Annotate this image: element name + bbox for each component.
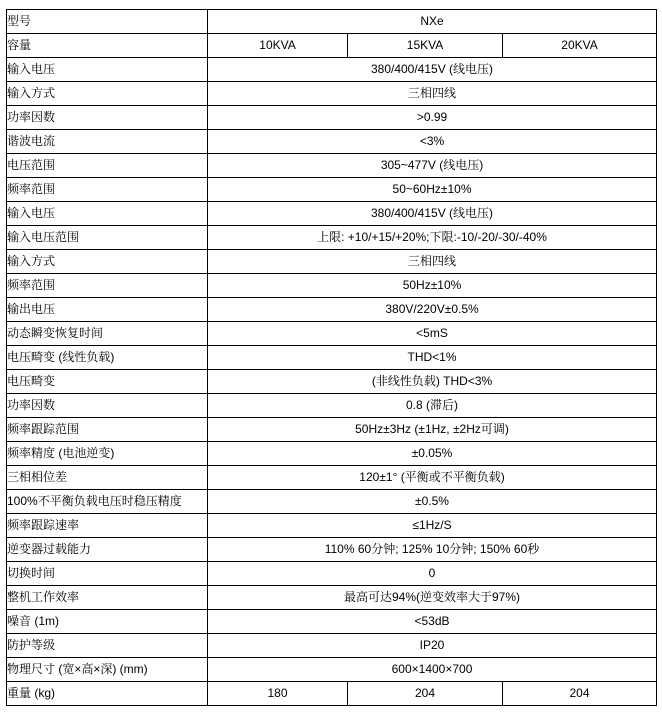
table-row bbox=[7, 106, 657, 130]
table-row bbox=[7, 634, 657, 658]
spec-value: 204 bbox=[348, 682, 503, 706]
spec-label: 频率跟踪范围 bbox=[7, 418, 208, 442]
spec-value: 0 bbox=[208, 562, 657, 586]
spec-label: 功率因数 bbox=[7, 106, 208, 130]
spec-value: IP20 bbox=[208, 634, 657, 658]
spec-table-body bbox=[7, 10, 657, 706]
spec-label: 电压范围 bbox=[7, 154, 208, 178]
table-row bbox=[7, 346, 657, 370]
spec-label: 切换时间 bbox=[7, 562, 208, 586]
spec-label: 频率范围 bbox=[7, 178, 208, 202]
spec-label: 输入电压 bbox=[7, 202, 208, 226]
spec-value: ±0.5% bbox=[208, 490, 657, 514]
spec-label: 动态瞬变恢复时间 bbox=[7, 322, 208, 346]
spec-value: 50Hz±3Hz (±1Hz, ±2Hz可调) bbox=[208, 418, 657, 442]
spec-value: 380/400/415V (线电压) bbox=[208, 58, 657, 82]
table-row bbox=[7, 370, 657, 394]
spec-label: 输出电压 bbox=[7, 298, 208, 322]
table-row bbox=[7, 490, 657, 514]
spec-label: 输入方式 bbox=[7, 82, 208, 106]
table-row bbox=[7, 514, 657, 538]
spec-value: 600×1400×700 bbox=[208, 658, 657, 682]
spec-value: 10KVA bbox=[208, 34, 348, 58]
spec-label: 谐波电流 bbox=[7, 130, 208, 154]
spec-value: ≤1Hz/S bbox=[208, 514, 657, 538]
spec-value: 380/400/415V (线电压) bbox=[208, 202, 657, 226]
spec-label: 输入电压范围 bbox=[7, 226, 208, 250]
table-row bbox=[7, 610, 657, 634]
spec-label: 功率因数 bbox=[7, 394, 208, 418]
spec-value: 最高可达94%(逆变效率大于97%) bbox=[208, 586, 657, 610]
spec-label: 防护等级 bbox=[7, 634, 208, 658]
spec-value: THD<1% bbox=[208, 346, 657, 370]
spec-value: 三相四线 bbox=[208, 250, 657, 274]
table-row bbox=[7, 226, 657, 250]
spec-value: <3% bbox=[208, 130, 657, 154]
spec-value: 180 bbox=[208, 682, 348, 706]
table-row bbox=[7, 322, 657, 346]
table-row bbox=[7, 658, 657, 682]
spec-value: <5mS bbox=[208, 322, 657, 346]
spec-label: 三相相位差 bbox=[7, 466, 208, 490]
spec-label: 频率精度 (电池逆变) bbox=[7, 442, 208, 466]
spec-label: 噪音 (1m) bbox=[7, 610, 208, 634]
table-row bbox=[7, 394, 657, 418]
spec-value: 380V/220V±0.5% bbox=[208, 298, 657, 322]
table-row bbox=[7, 202, 657, 226]
table-row bbox=[7, 442, 657, 466]
table-row bbox=[7, 466, 657, 490]
table-row bbox=[7, 586, 657, 610]
table-row bbox=[7, 562, 657, 586]
spec-label: 频率跟踪速率 bbox=[7, 514, 208, 538]
spec-value: ±0.05% bbox=[208, 442, 657, 466]
spec-value: 50Hz±10% bbox=[208, 274, 657, 298]
spec-label: 电压畸变 (线性负载) bbox=[7, 346, 208, 370]
table-row bbox=[7, 538, 657, 562]
spec-label: 容量 bbox=[7, 34, 208, 58]
table-row bbox=[7, 274, 657, 298]
table-row bbox=[7, 178, 657, 202]
spec-value: 204 bbox=[503, 682, 657, 706]
spec-label: 重量 (kg) bbox=[7, 682, 208, 706]
spec-label: 电压畸变 bbox=[7, 370, 208, 394]
spec-value: 0.8 (滞后) bbox=[208, 394, 657, 418]
spec-value: 20KVA bbox=[503, 34, 657, 58]
spec-label: 物理尺寸 (宽×高×深) (mm) bbox=[7, 658, 208, 682]
spec-value: 三相四线 bbox=[208, 82, 657, 106]
spec-label: 输入方式 bbox=[7, 250, 208, 274]
table-row bbox=[7, 10, 657, 34]
spec-value: 110% 60分钟; 125% 10分钟; 150% 60秒 bbox=[208, 538, 657, 562]
table-row bbox=[7, 682, 657, 706]
table-row bbox=[7, 154, 657, 178]
table-row bbox=[7, 58, 657, 82]
spec-table bbox=[6, 9, 657, 706]
spec-label: 逆变器过载能力 bbox=[7, 538, 208, 562]
table-row bbox=[7, 298, 657, 322]
spec-value: 120±1° (平衡或不平衡负载) bbox=[208, 466, 657, 490]
table-row bbox=[7, 82, 657, 106]
spec-value: <53dB bbox=[208, 610, 657, 634]
spec-label: 输入电压 bbox=[7, 58, 208, 82]
spec-label: 频率范围 bbox=[7, 274, 208, 298]
spec-value: (非线性负载) THD<3% bbox=[208, 370, 657, 394]
table-row bbox=[7, 34, 657, 58]
spec-label: 100%不平衡负载电压时稳压精度 bbox=[7, 490, 208, 514]
table-row bbox=[7, 418, 657, 442]
spec-value: >0.99 bbox=[208, 106, 657, 130]
spec-label: 整机工作效率 bbox=[7, 586, 208, 610]
spec-value: 15KVA bbox=[348, 34, 503, 58]
spec-label: 型号 bbox=[7, 10, 208, 34]
table-row bbox=[7, 250, 657, 274]
spec-value: NXe bbox=[208, 10, 657, 34]
spec-value: 305~477V (线电压) bbox=[208, 154, 657, 178]
spec-value: 上限: +10/+15/+20%;下限:-10/-20/-30/-40% bbox=[208, 226, 657, 250]
spec-value: 50~60Hz±10% bbox=[208, 178, 657, 202]
table-row bbox=[7, 130, 657, 154]
